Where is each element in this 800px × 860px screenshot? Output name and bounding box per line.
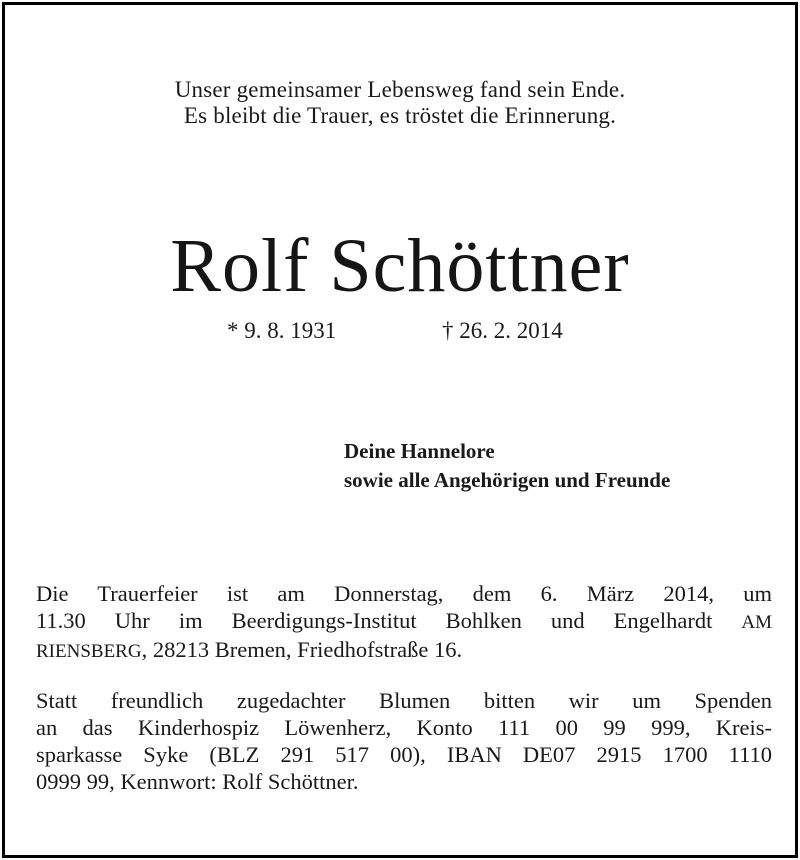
mourner-line-2: sowie alle Angehörigen und Freunde (344, 468, 671, 492)
funeral-line-3-text: , 28213 Bremen, Friedhofstraße 16. (141, 637, 463, 662)
obituary-notice (2, 2, 798, 858)
donation-line-2: an das Kinderhospiz Löwenherz, Konto 111 00 99 999, Kreis- (36, 715, 772, 740)
motto-line-2: Es bleibt die Trauer, es tröstet die Erinnerung. (183, 103, 617, 128)
mourner-line-1: Deine Hannelore (344, 439, 495, 463)
funeral-line-1: Die Trauerfeier ist am Donnerstag, dem 6. März 2014, um (36, 581, 772, 606)
motto (5, 77, 795, 129)
donation-paragraph (36, 687, 772, 795)
funeral-line-2-smallcaps: AM (741, 612, 773, 633)
motto-line-1: Unser gemeinsamer Lebensweg fand sein Ende. (174, 77, 626, 102)
deceased-name: Rolf Schöttner (170, 224, 630, 308)
birth-date: * 9. 8. 1931 (227, 318, 337, 343)
funeral-line-3 (36, 636, 772, 665)
donation-line-3: sparkasse Syke (BLZ 291 517 00), IBAN DE07 2915 1700 1110 (36, 742, 772, 767)
funeral-paragraph (36, 580, 772, 665)
funeral-line-3-smallcaps: RIENSBERG (36, 641, 142, 662)
funeral-line-2 (36, 607, 772, 636)
donation-line-4: 0999 99, Kennwort: Rolf Schöttner. (36, 769, 359, 794)
donation-line-1: Statt freundlich zugedachter Blumen bitten wir um Spenden (36, 688, 772, 713)
death-date: † 26. 2. 2014 (442, 318, 563, 343)
mourners (344, 437, 670, 495)
funeral-line-2-text: 11.30 Uhr im Beerdigungs-Institut Bohlken und Engelhardt (36, 608, 713, 633)
